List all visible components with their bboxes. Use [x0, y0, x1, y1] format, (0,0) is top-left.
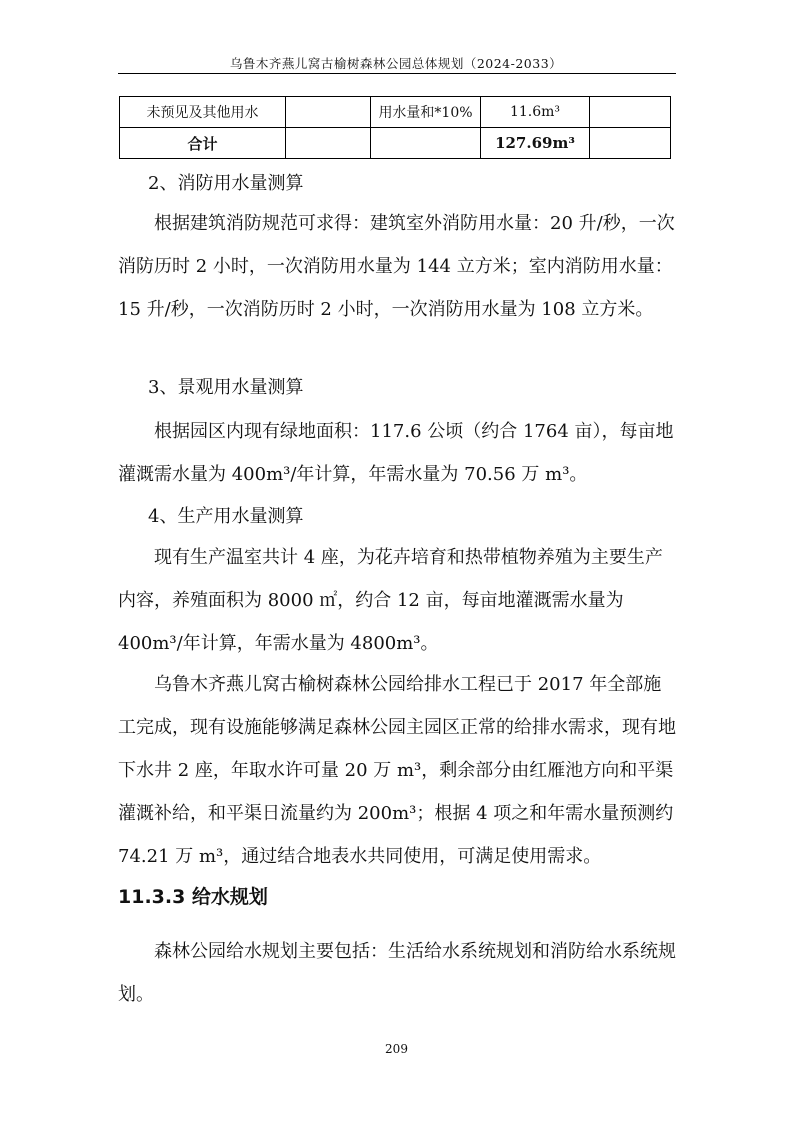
table-cell: 用水量和*10%	[371, 97, 481, 128]
production-water-paragraph: 现有生产温室共计 4 座，为花卉培育和热带植物养殖为主要生产内容，养殖面积为 8000 ㎡，约合 12 亩，每亩地灌溉需水量为 400m³/年计算，年需水量为 4800m³。	[118, 547, 663, 654]
landscape-water-heading: 3、景观用水量测算	[148, 377, 304, 398]
table-cell: 11.6m³	[481, 97, 590, 128]
table-row	[120, 97, 671, 128]
table-cell: 127.69m³	[481, 128, 590, 159]
table-cell	[590, 128, 671, 159]
header-rule	[118, 73, 676, 74]
fire-water-paragraph: 根据建筑消防规范可求得：建筑室外消防用水量：20 升/秒，一次消防历时 2 小时，一次消防用水量为 144 立方米；室内消防用水量：15 升/秒，一次消防历时 2 小时，一次消防用水量为 108 立方米。	[118, 213, 675, 320]
table-cell	[286, 97, 371, 128]
table-row-total	[120, 128, 671, 159]
running-header: 乌鲁木齐燕儿窝古榆树森林公园总体规划（2024-2033）	[229, 56, 563, 71]
table-cell	[371, 128, 481, 159]
production-water-heading: 4、生产用水量测算	[148, 506, 304, 527]
water-plan-paragraph: 森林公园给水规划主要包括：生活给水系统规划和消防给水系统规划。	[118, 941, 676, 1005]
table-cell: 合计	[120, 128, 286, 159]
page-number: 209	[385, 1042, 408, 1056]
summary-paragraph: 乌鲁木齐燕儿窝古榆树森林公园给排水工程已于 2017 年全部施工完成，现有设施能够满足森林公园主园区正常的给排水需求，现有地下水井 2 座，年取水许可量 20 万 m³，剩余部分由红雁池方向和平渠灌溉补给，和平渠日流量约为 200m³；根据 4 项之和年需水量预测约 74.21 万 m³，通过结合地表水共同使用，可满足使用需求。	[118, 674, 676, 867]
landscape-water-paragraph: 根据园区内现有绿地面积：117.6 公顷（约合 1764 亩），每亩地灌溉需水量为 400m³/年计算，年需水量为 70.56 万 m³。	[118, 421, 674, 485]
table-cell	[590, 97, 671, 128]
water-usage-table	[119, 96, 671, 159]
section-heading: 11.3.3 给水规划	[118, 886, 268, 908]
fire-water-heading: 2、消防用水量测算	[148, 173, 304, 194]
table-cell: 未预见及其他用水	[120, 97, 286, 128]
table-cell	[286, 128, 371, 159]
